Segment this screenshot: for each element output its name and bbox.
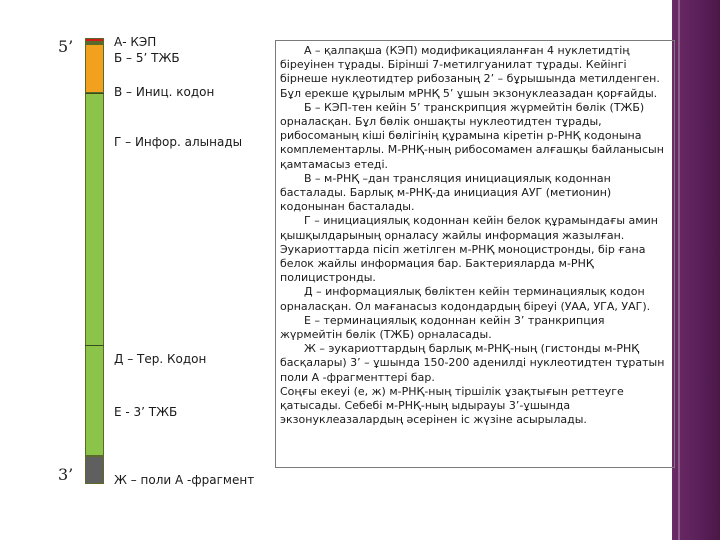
segment-label-b: Б – 5’ ТЖБ xyxy=(114,51,180,65)
segment-label-e: Е - 3’ ТЖБ xyxy=(114,405,178,419)
paragraph-coding: Г – инициациялық кодоннан кейін белок құрамындағы амин қышқылдарының орналасу жайлы информация жазылған. Эукариоттарда пісіп жетілген м-РНҚ моноцистронды, бір ғана белок жайлы информация бар. Бактерияларда м-РНҚ полицистронды. xyxy=(280,214,658,285)
paragraph-stop-codon: Д – информациялық бөліктен кейін терминациялық кодон орналасқан. Ол мағанасыз кодондардың біреуі (УАА, УГА, УАГ). xyxy=(280,285,651,313)
segment-label-v: В – Иниц. кодон xyxy=(114,85,215,99)
coding-segment xyxy=(85,93,104,456)
paragraph-poly-a: Ж – эукариоттардың барлық м-РНҚ-ның (гистонды м-РНҚ басқалары) 3’ – ұшында 150-200 аденилді нуклеотидтен тұратын поли А -фрагменттері бар. xyxy=(280,342,665,384)
paragraph-utr5: Б – КЭП-тен кейін 5’ транскрипция жүрмейтін бөлік (ТЖБ) орналасқан. Бұл бөлік оншақты нуклеотидтен тұрады, рибосоманың кіші бөлігінің құрамына кіретін р-РНҚ кодонына комплементарлы. М-РНҚ-ның рибосомамен алғашқы байланысын қамтамасыз етеді. xyxy=(280,100,664,171)
decorative-side-band xyxy=(672,0,720,540)
segment-label-a: А- КЭП xyxy=(114,35,157,49)
tick-stop-codon xyxy=(85,345,104,346)
utr5-segment xyxy=(85,44,104,93)
utr3-poly-a-segment xyxy=(85,456,104,484)
paragraph-conclusion: Соңғы екеуі (е, ж) м-РНҚ-ның тіршілік ұзақтығын реттеуге қатысады. Себебі м-РНҚ-ның ыдырауы 3’-ұшында экзонуклеазалардың әсерінен іс жүзіне асырылады. xyxy=(280,384,624,427)
paragraph-utr3: Е – терминациялық кодоннан кейін 3’ транкрипция жүрмейтін бөлік (ТЖБ) орналасады. xyxy=(280,313,605,342)
segment-label-zh: Ж – поли А -фрагмент xyxy=(114,473,255,487)
paragraph-cap: А – қалпақша (КЭП) модификацияланған 4 нуклетидтің біреуінен тұрады. Бірінші 7-метилгуанилат тұрады. Кейінгі бірнеше нуклеотидтер рибозаның 2’ – бұрышында метилденген. Бұл ерекше құрылым мРНҚ 5’ ұшын экзонуклеазадан қорғайды. xyxy=(280,44,660,100)
five-prime-label: 5’ xyxy=(58,37,74,56)
tick-start-codon xyxy=(85,93,104,94)
segment-label-g: Г – Инфор. алынады xyxy=(114,135,243,149)
three-prime-label: 3’ xyxy=(58,465,74,484)
paragraph-start-codon: В – м-РНҚ –дан трансляция инициациялық кодоннан басталады. Барлық м-РНҚ-да инициация АУГ (метионин) кодонынан басталады. xyxy=(280,171,612,214)
description-text-box xyxy=(275,40,675,468)
segment-label-d: Д – Тер. Кодон xyxy=(114,352,207,366)
